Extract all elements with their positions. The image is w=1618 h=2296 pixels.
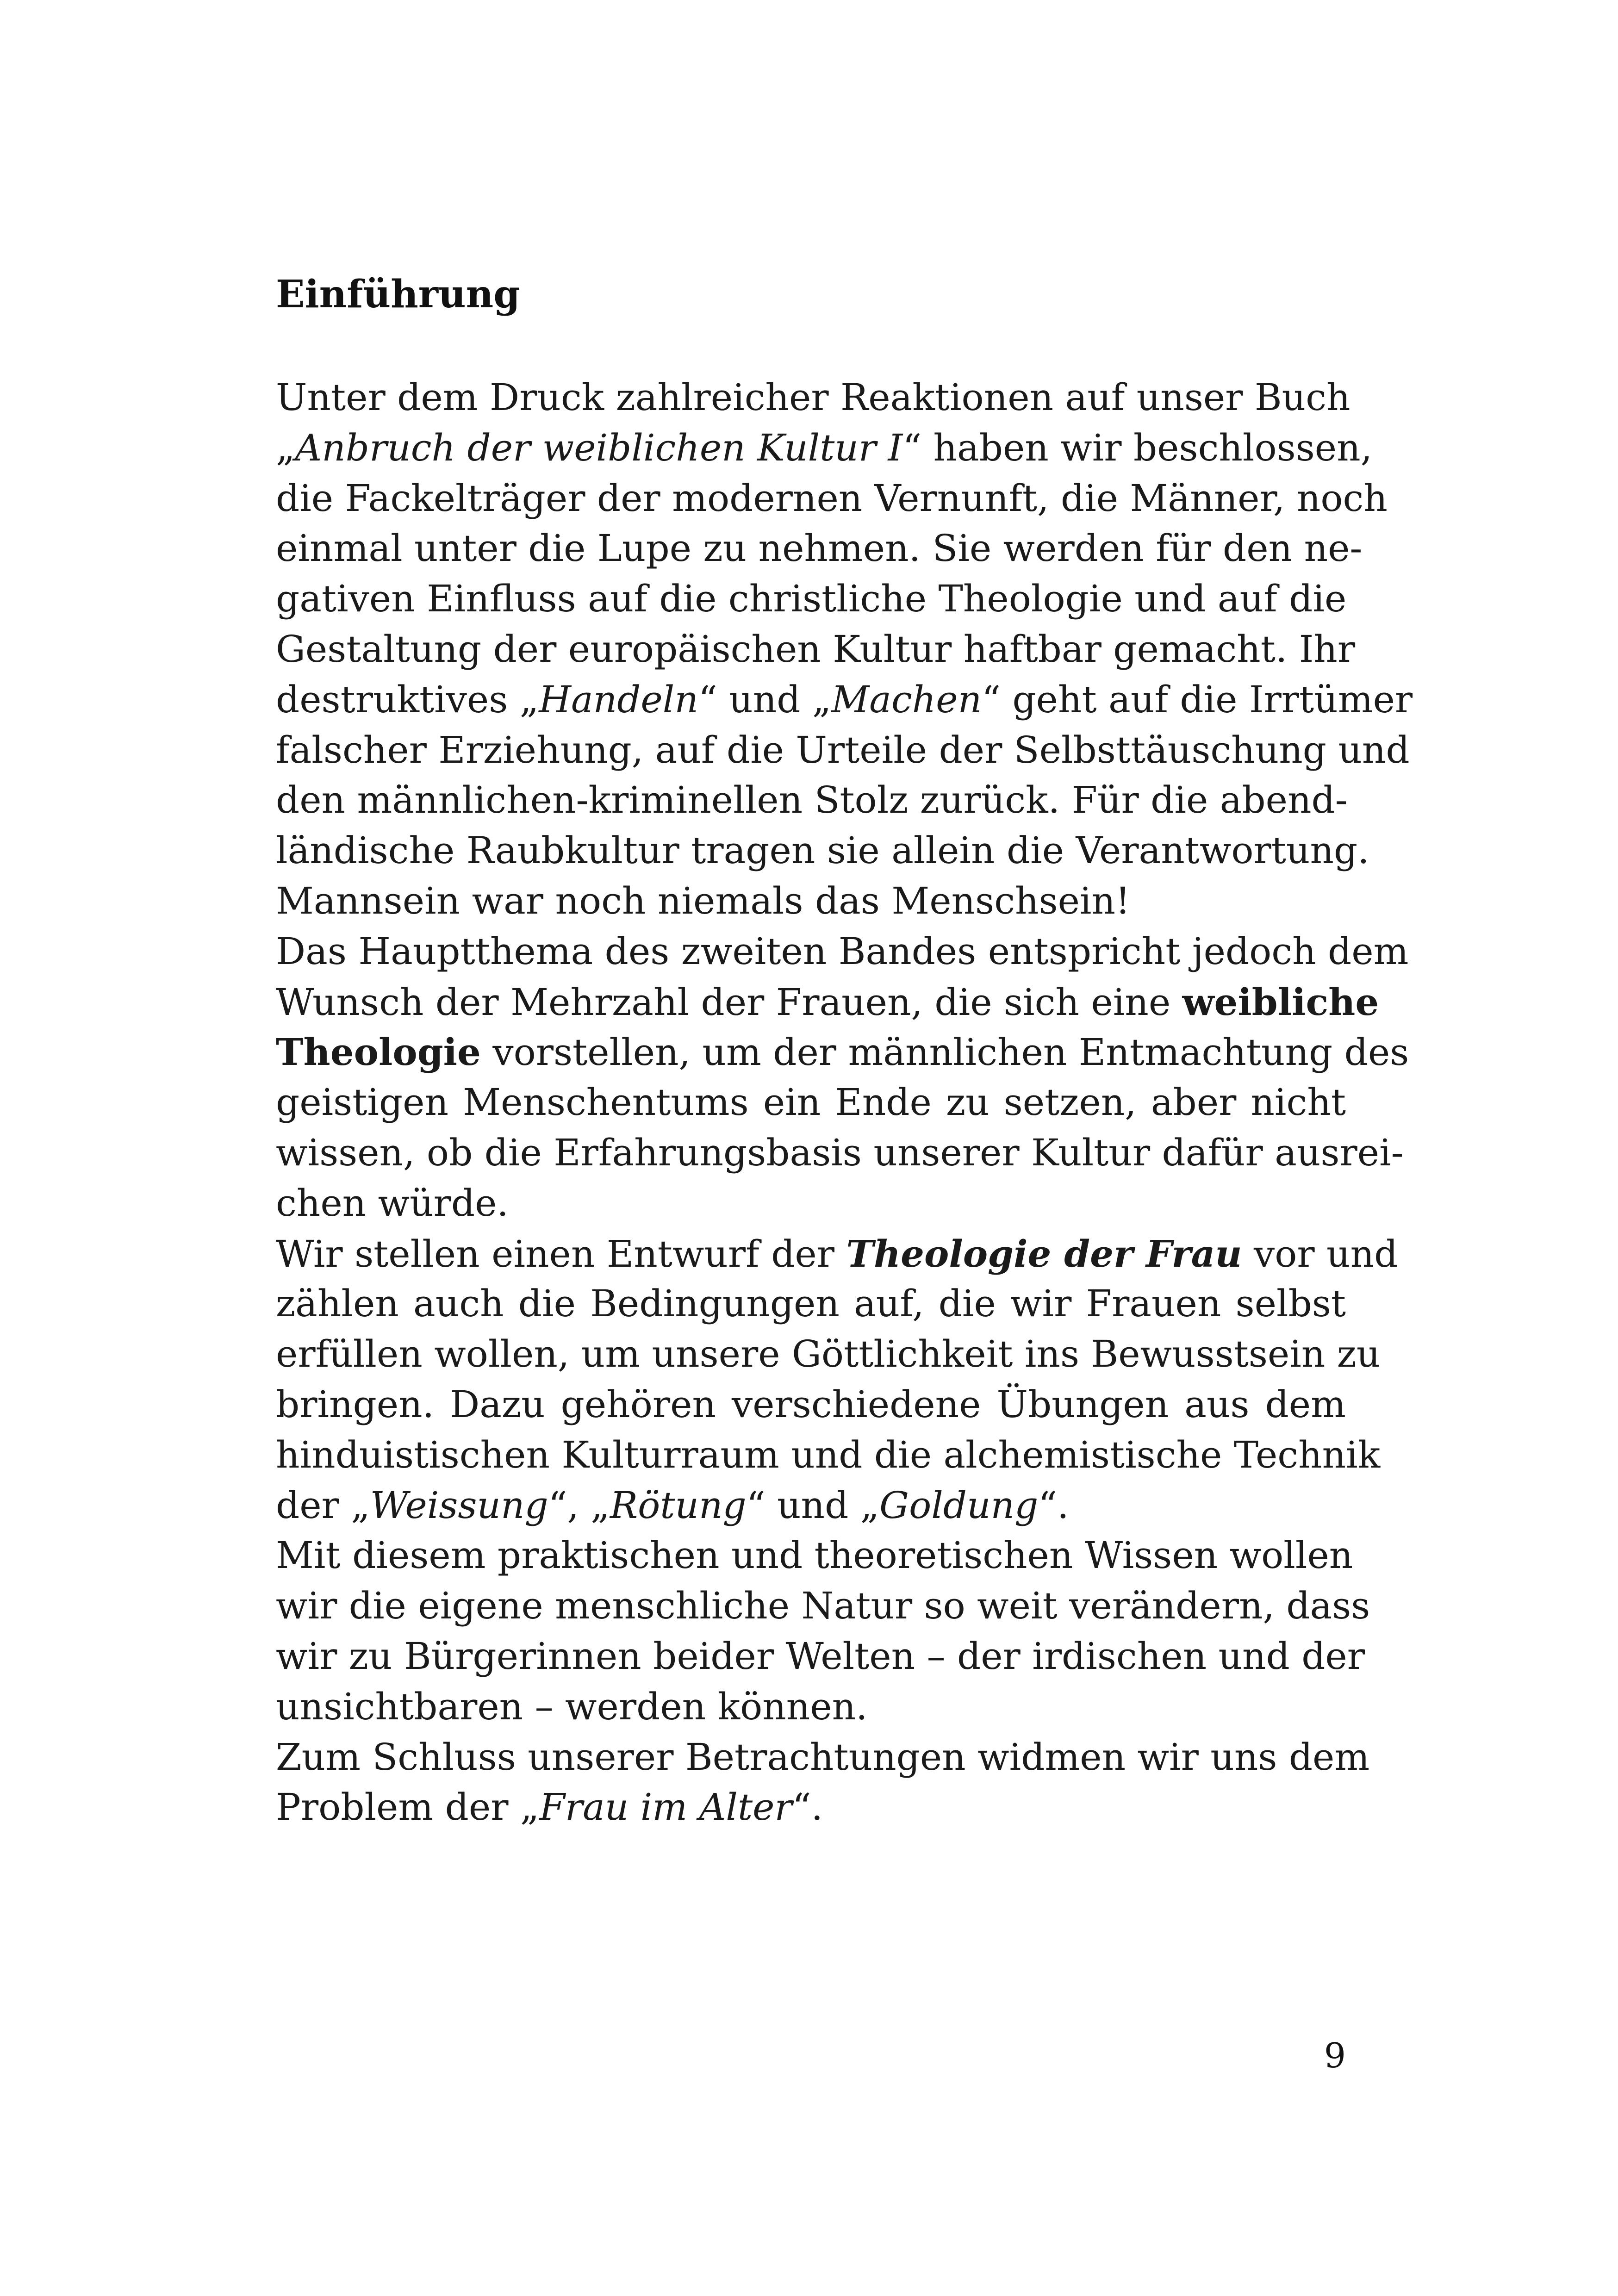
- text-run: “ haben wir beschlossen,: [902, 426, 1373, 469]
- text-run: bringen. Dazu gehören verschiedene Übungen aus dem: [276, 1382, 1346, 1426]
- text-run: falscher Erziehung, auf die Urteile der Selbsttäuschung und: [276, 728, 1410, 772]
- text-run: geistigen Menschentums ein Ende zu setzen, aber nicht: [276, 1081, 1346, 1124]
- bold-text: Theologie: [276, 1030, 481, 1074]
- text-line: [276, 725, 1410, 776]
- text-run: der „: [276, 1483, 370, 1527]
- text-run: Zum Schluss unserer Betrachtungen widmen wir uns dem: [276, 1735, 1370, 1779]
- text-run: den männlichen-kriminellen Stolz zurück. Für die abend-: [276, 778, 1348, 822]
- text-run: Mit diesem praktischen und theoretischen Wissen wollen: [276, 1534, 1353, 1577]
- text-line: [276, 876, 1346, 927]
- text-line: [276, 624, 1356, 675]
- text-run: Das Hauptthema des zweiten Bandes entspricht jedoch dem: [276, 929, 1409, 973]
- text-line: [276, 1430, 1381, 1481]
- text-run: wissen, ob die Erfahrungsbasis unserer Kultur dafür ausrei-: [276, 1131, 1404, 1174]
- italic-text: Anbruch der weiblichen Kultur I: [295, 426, 903, 469]
- italic-text: Weissung: [370, 1483, 548, 1527]
- text-run: “, „: [548, 1483, 610, 1527]
- text-run: “ geht auf die Irrtümer: [982, 678, 1413, 721]
- text-run: destruktives „: [276, 678, 539, 721]
- italic-text: Goldung: [879, 1483, 1039, 1527]
- bold-text: weibliche: [1182, 980, 1379, 1024]
- italic-text: Machen: [831, 678, 982, 721]
- text-line: [276, 775, 1346, 826]
- text-run: “.: [792, 1786, 823, 1829]
- text-line: [276, 574, 1346, 624]
- text-run: chen würde.: [276, 1181, 509, 1225]
- body-text: [276, 373, 1413, 1833]
- text-run: „: [276, 426, 295, 469]
- text-run: vor und: [1242, 1232, 1398, 1276]
- italic-text: Frau im Alter: [539, 1786, 792, 1829]
- text-line: [276, 1732, 1370, 1783]
- text-run: “ und „: [746, 1483, 880, 1527]
- text-line: [276, 927, 1409, 977]
- text-line: [276, 423, 1373, 473]
- text-run: wir zu Bürgerinnen beider Welten – der irdischen und der: [276, 1634, 1365, 1678]
- text-line: [276, 1531, 1353, 1581]
- text-line: [276, 523, 1363, 574]
- page-number: 9: [1324, 2036, 1346, 2076]
- text-run: zählen auch die Bedingungen auf, die wir Frauen selbst: [276, 1282, 1346, 1325]
- text-run: unsichtbaren – werden können.: [276, 1685, 868, 1728]
- text-run: die Fackelträger der modernen Vernunft, die Männer, noch: [276, 476, 1388, 520]
- text-run: vorstellen, um der männlichen Entmachtung des: [480, 1031, 1409, 1074]
- text-line: [276, 1329, 1381, 1380]
- text-line: [276, 1581, 1370, 1631]
- text-line: [276, 1682, 1346, 1732]
- text-line: [276, 1380, 1346, 1430]
- text-line: [276, 1782, 1346, 1833]
- text-line: [276, 1027, 1409, 1077]
- text-line: [276, 1128, 1404, 1178]
- text-line: [276, 1229, 1398, 1279]
- text-run: Wunsch der Mehrzahl der Frauen, die sich eine: [276, 980, 1182, 1024]
- text-run: erfüllen wollen, um unsere Göttlichkeit ins Bewusstsein zu: [276, 1332, 1381, 1376]
- text-line: [276, 675, 1413, 725]
- text-line: [276, 977, 1379, 1027]
- text-line: [276, 826, 1369, 876]
- chapter-heading: Einführung: [276, 272, 520, 317]
- text-run: Problem der „: [276, 1786, 540, 1829]
- text-run: Gestaltung der europäischen Kultur haftbar gemacht. Ihr: [276, 627, 1356, 671]
- text-run: Wir stellen einen Entwurf der: [276, 1232, 846, 1276]
- text-line: [276, 1631, 1365, 1682]
- text-line: [276, 373, 1350, 423]
- text-run: “ und „: [698, 678, 832, 721]
- text-line: [276, 473, 1388, 524]
- text-run: ländische Raubkultur tragen sie allein die Verantwortung.: [276, 829, 1369, 872]
- text-run: hinduistischen Kulturraum und die alchemistische Technik: [276, 1433, 1381, 1476]
- text-run: “.: [1038, 1483, 1069, 1527]
- text-line: [276, 1481, 1346, 1531]
- text-line: [276, 1279, 1346, 1329]
- text-line: [276, 1178, 1346, 1229]
- italic-text: Rötung: [610, 1483, 747, 1527]
- text-run: gativen Einfluss auf die christliche Theologie und auf die: [276, 577, 1347, 621]
- text-run: einmal unter die Lupe zu nehmen. Sie werden für den ne-: [276, 527, 1363, 570]
- text-run: Unter dem Druck zahlreicher Reaktionen auf unser Buch: [276, 376, 1350, 419]
- text-run: Mannsein war noch niemals das Menschsein!: [276, 879, 1131, 922]
- text-line: [276, 1077, 1346, 1128]
- italic-text: Handeln: [539, 678, 698, 721]
- bold-italic-text: Theologie der Frau: [846, 1232, 1242, 1276]
- text-run: wir die eigene menschliche Natur so weit verändern, dass: [276, 1584, 1370, 1628]
